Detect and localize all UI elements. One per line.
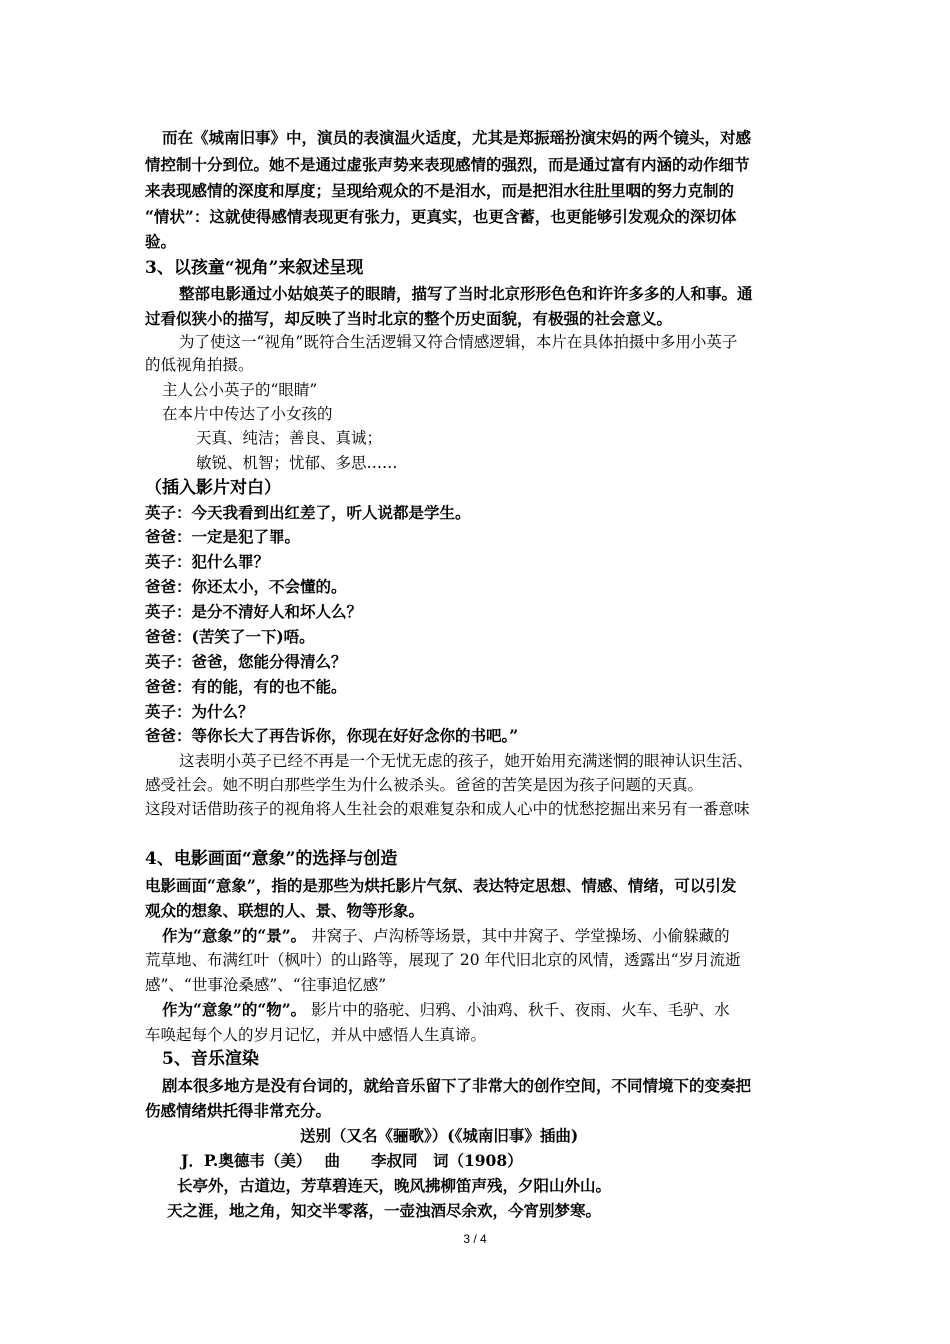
definition-line-2: 观众的想象、联想的人、景、物等形象。 — [145, 901, 425, 920]
para1-line-4: “情状”：这就使得感情表现更有张力，更真实，也更含蓄，也更能够引发观众的深切体 — [145, 207, 737, 226]
page-number: 3 / 4 — [463, 1232, 487, 1246]
song-title: 送别（又名《骊歌》）(《城南旧事》插曲) — [300, 1126, 579, 1145]
para1-line-2: 情控制十分到位。她不是通过虚张声势来表现感情的强烈，而是通过富有内涵的动作细节 — [145, 155, 750, 174]
dialogue-line-8: 爸爸：有的能，有的也不能。 — [145, 677, 347, 696]
section3-para-line-2: 的低视角拍摄。 — [145, 356, 254, 374]
definition-line-1: 电影画面“意象”，指的是那些为烘托影片气氛、表达特定思想、情感、情绪，可以引发 — [145, 876, 737, 895]
dialogue-line-4: 爸爸：你还太小，不会懂的。 — [145, 577, 347, 596]
section5-para-line-1: 剧本很多地方是没有台词的，就给音乐留下了非常大的创作空间，不同情境下的变奏把 — [162, 1076, 752, 1095]
section3-heading: 3、以孩童“视角”来叙述呈现 — [145, 258, 364, 278]
dialogue-line-2: 爸爸：一定是犯了罪。 — [145, 527, 301, 546]
lyrics-line-2: 天之涯，地之角，知交半零落，一壶浊酒尽余欢，今宵别梦寒。 — [167, 1201, 602, 1220]
scene-label: 作为“意象”的“景”。 — [162, 926, 307, 945]
analysis-line-1: 这表明小英子已经不再是一个无忧无虑的孩子，她开始用充满迷惘的眼神认识生活、 — [179, 752, 753, 770]
eyes-line-4: 敏锐、机智；忧郁、多思…… — [196, 454, 398, 472]
dialogue-line-9: 英子：为什么？ — [145, 702, 254, 721]
dialogue-title: （插入影片对白） — [145, 478, 281, 498]
object-line-1 — [162, 998, 730, 1022]
dialogue-line-6: 爸爸：(苦笑了一下)唔。 — [145, 627, 315, 646]
song-credits: J．P.奥德韦（美） 曲 李叔同 词（1908） — [181, 1151, 523, 1170]
section3-intro-line-1: 整部电影通过小姑娘英子的眼睛，描写了当时北京形形色色和许许多多的人和事。通 — [179, 284, 753, 303]
scene-line-3: 感”、“世事沧桑感”、“往事追忆感” — [145, 976, 387, 994]
eyes-line-3: 天真、纯洁；善良、真诚； — [196, 429, 383, 447]
object-line-2: 车唤起每个人的岁月记忆，并从中感悟人生真谛。 — [145, 1026, 487, 1044]
section4-heading: 4、电影画面“意象”的选择与创造 — [145, 849, 398, 869]
section5-heading: 5、音乐渲染 — [162, 1049, 259, 1069]
dialogue-line-1: 英子：今天我看到出红差了，听人说都是学生。 — [145, 503, 471, 522]
object-text-1: 影片中的骆驼、归鸦、小油鸡、秋千、夜雨、火车、毛驴、水 — [306, 1001, 730, 1019]
section5-para-line-2: 伤感情绪烘托得非常充分。 — [145, 1101, 332, 1120]
scene-text-1: 井窝子、卢沟桥等场景，其中井窝子、学堂操场、小偷躲藏的 — [306, 927, 730, 945]
section3-intro-line-2: 过看似狭小的描写，却反映了当时北京的整个历史面貌，有极强的社会意义。 — [145, 309, 673, 328]
eyes-line-2: 在本片中传达了小女孩的 — [162, 405, 333, 423]
eyes-line-1: 主人公小英子的“眼睛” — [162, 381, 318, 399]
para1-line-5: 验。 — [145, 232, 177, 251]
dialogue-line-10: 爸爸：等你长大了再告诉你，你现在好好念你的书吧。” — [145, 726, 519, 745]
dialogue-line-3: 英子：犯什么罪？ — [145, 552, 270, 571]
scene-line-1 — [162, 924, 730, 948]
dialogue-line-5: 英子：是分不清好人和坏人么？ — [145, 602, 363, 621]
analysis-line-3: 这段对话借助孩子的视角将人生社会的艰难复杂和成人心中的忧愁挖掘出来另有一番意味 — [145, 800, 750, 818]
object-label: 作为“意象”的“物”。 — [162, 1000, 307, 1019]
dialogue-line-7: 英子：爸爸，您能分得清么？ — [145, 652, 347, 671]
scene-line-2: 荒草地、布满红叶（枫叶）的山路等，展现了 20 年代旧北京的风情，透露出“岁月流逝 — [145, 951, 741, 969]
para1-line-3: 来表现感情的深度和厚度；呈现给观众的不是泪水，而是把泪水往肚里咽的努力克制的 — [145, 181, 735, 200]
analysis-line-2: 感受社会。她不明白那些学生为什么被杀头。爸爸的苦笑是因为孩子问题的天真。 — [145, 776, 704, 794]
para1-line-1: 而在《城南旧事》中，演员的表演温火适度，尤其是郑振瑶扮演宋妈的两个镜头，对感 — [162, 128, 752, 147]
section3-para-line-1: 为了使这一“视角”既符合生活逻辑又符合情感逻辑，本片在具体拍摄中多用小英子 — [179, 333, 738, 351]
lyrics-line-1: 长亭外，古道边，芳草碧连天，晚风拂柳笛声残，夕阳山外山。 — [177, 1176, 612, 1195]
